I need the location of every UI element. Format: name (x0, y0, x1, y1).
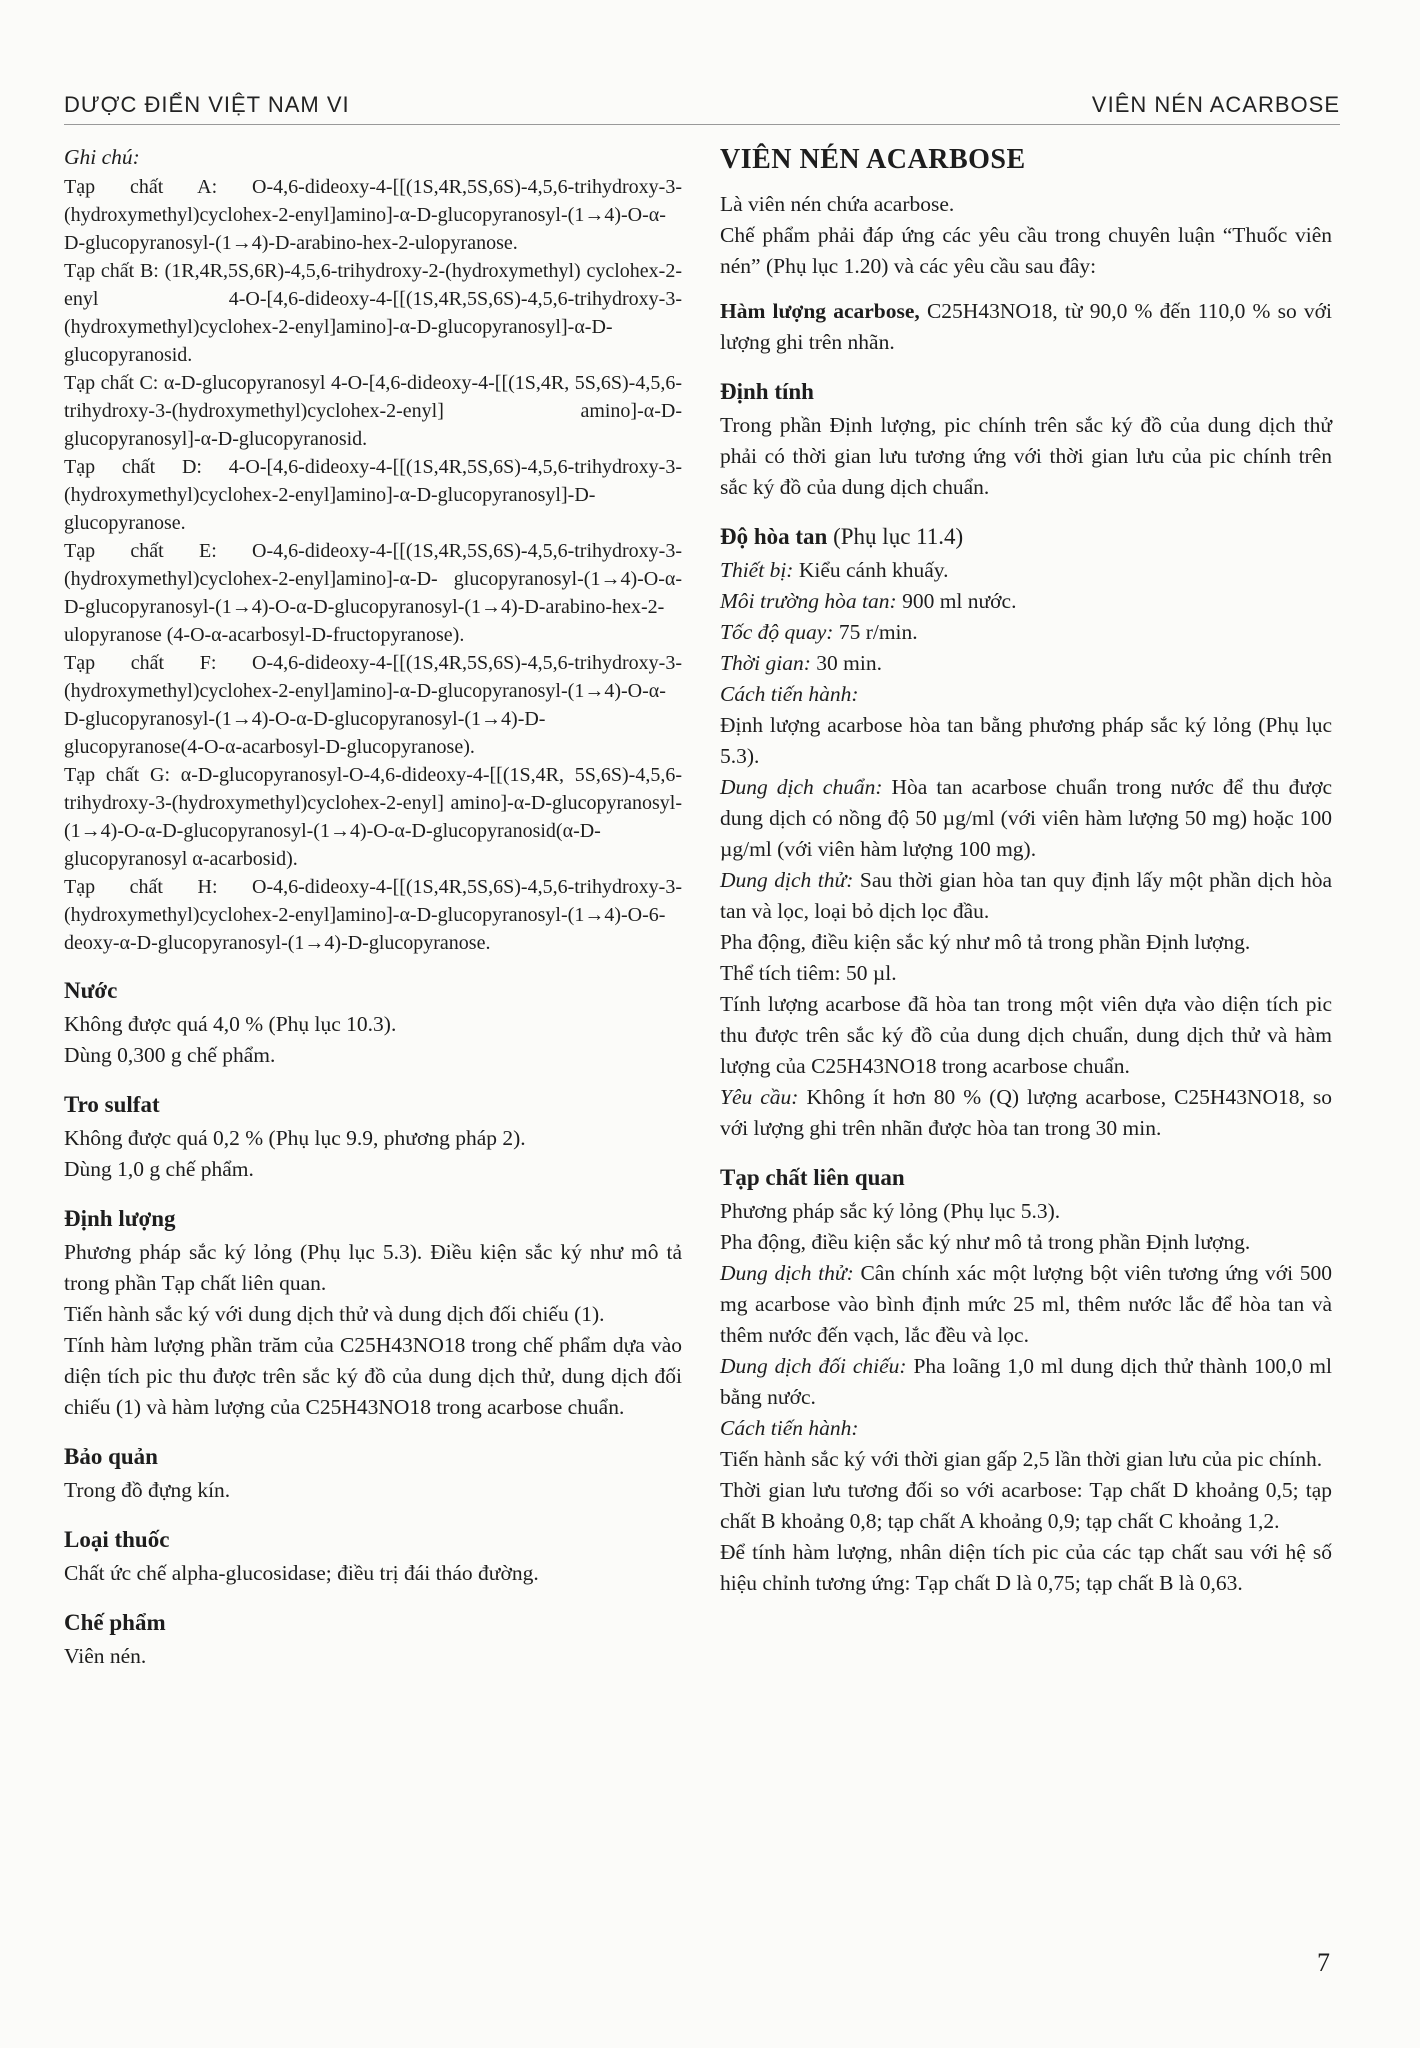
related-test-label: Dung dịch thử: (720, 1261, 854, 1285)
apparatus-label: Thiết bị: (720, 558, 794, 582)
content-requirement (720, 296, 1332, 358)
time-label: Thời gian: (720, 651, 811, 675)
related-mobile-phase: Pha động, điều kiện sắc ký như mô tả trong phần Định lượng. (720, 1230, 1251, 1254)
medium-label: Môi trường hòa tan: (720, 589, 897, 613)
section-heading-assay: Định lượng (64, 1206, 176, 1231)
impurity-c: Tạp chất C: α-D-glucopyranosyl 4-O-[4,6-dideoxy-4-[[(1S,4R, 5S,6S)-4,5,6-trihydroxy-3-(hydroxymethyl)cyclohex-2-enyl] amino]-α-D-glucopyranosyl]-α-D-glucopyranosid. (64, 372, 682, 450)
left-column (64, 142, 682, 1672)
impurity-e: Tạp chất E: O-4,6-dideoxy-4-[[(1S,4R,5S,6S)-4,5,6-trihydroxy-3-(hydroxymethyl)cyclohex-2-enyl]amino]-α-D- glucopyranosyl-(1→4)-O-α-D-glucopyranosyl-(1→4)-O-α-D-glucopyranosyl-(1→4)-D-arabino-hex-2-ulopyranose (4-O-α-acarbosyl-D-fructopyranose). (64, 540, 682, 646)
impurity-b: Tạp chất B: (1R,4R,5S,6R)-4,5,6-trihydroxy-2-(hydroxymethyl) cyclohex-2-enyl 4-O-[4,6-dideoxy-4-[[(1S,4R,5S,6S)-4,5,6-trihydroxy-3-(hydroxymethyl)cyclohex-2-enyl]amino]-α-D-glucopyranosyl]-α-D-glucopyranosid. (64, 260, 682, 366)
speed-label: Tốc độ quay: (720, 620, 834, 644)
related-proc-label: Cách tiến hành: (720, 1416, 859, 1440)
related-ref-label: Dung dịch đối chiếu: (720, 1354, 907, 1378)
section-heading-dissolution (720, 521, 1332, 553)
section-heading-drug-class: Loại thuốc (64, 1527, 170, 1552)
dissolution-heading-text: Độ hòa tan (720, 524, 828, 549)
dissolution-heading-ref: (Phụ lục 11.4) (833, 524, 964, 549)
water-line-1: Không được quá 4,0 % (Phụ lục 10.3). (64, 1012, 397, 1036)
intro-line-1: Là viên nén chứa acarbose. (720, 192, 955, 216)
identification-text: Trong phần Định lượng, pic chính trên sắc ký đồ của dung dịch thử phải có thời gian lưu tương ứng với thời gian lưu của pic chính trên sắc ký đồ của dung dịch chuẩn. (720, 413, 1332, 499)
section-heading-storage: Bảo quản (64, 1444, 158, 1469)
dissolution-medium (720, 586, 1332, 617)
content-text: C25H43NO18, từ 90,0 % đến 110,0 % so với lượng ghi trên nhãn. (720, 299, 1333, 354)
dissolution-procedure: Định lượng acarbose hòa tan bằng phương pháp sắc ký lỏng (Phụ lục 5.3). (720, 713, 1332, 768)
header-monograph-title: VIÊN NÉN ACARBOSE (1091, 92, 1340, 117)
related-reference-solution (720, 1351, 1332, 1413)
ash-line-1: Không được quá 0,2 % (Phụ lục 9.9, phương pháp 2). (64, 1126, 526, 1150)
speed-value: 75 r/min. (838, 620, 918, 644)
impurity-list (64, 173, 682, 957)
section-heading-water: Nước (64, 978, 118, 1003)
requirement-label: Yêu cầu: (720, 1085, 799, 1109)
procedure-label: Cách tiến hành: (720, 682, 859, 706)
storage-line: Trong đồ đựng kín. (64, 1478, 231, 1502)
section-heading-preparations: Chế phẩm (64, 1610, 166, 1635)
apparatus-value: Kiểu cánh khuấy. (798, 558, 949, 582)
dissolution-standard (720, 772, 1332, 865)
requirement-text: Không ít hơn 80 % (Q) lượng acarbose, C25H43NO18, so với lượng ghi trên nhãn được hòa tan trong 30 min. (720, 1085, 1332, 1140)
impurity-f: Tạp chất F: O-4,6-dideoxy-4-[[(1S,4R,5S,6S)-4,5,6-trihydroxy-3-(hydroxymethyl)cyclohex-2-enyl]amino]-α-D-glucopyranosyl-(1→4)-O-α-D-glucopyranosyl-(1→4)-O-α-D-glucopyranosyl-(1→4)-D-glucopyranose(4-O-α-acarbosyl-D-glucopyranose). (64, 652, 682, 758)
note-title: Ghi chú: (64, 145, 140, 169)
related-procedure: Tiến hành sắc ký với thời gian gấp 2,5 lần thời gian lưu của pic chính. (720, 1447, 1323, 1471)
impurity-h: Tạp chất H: O-4,6-dideoxy-4-[[(1S,4R,5S,6S)-4,5,6-trihydroxy-3-(hydroxymethyl)cyclohex-2-enyl]amino]-α-D-glucopyranosyl-(1→4)-O-6-deoxy-α-D-glucopyranosyl-(1→4)-D-glucopyranose. (64, 876, 682, 954)
test-label: Dung dịch thử: (720, 868, 854, 892)
dissolution-apparatus (720, 555, 1332, 586)
related-test-solution (720, 1258, 1332, 1351)
dissolution-test (720, 865, 1332, 927)
test-text: Sau thời gian hòa tan quy định lấy một phần dịch hòa tan và lọc, loại bỏ dịch lọc đầu. (720, 868, 1332, 923)
related-method: Phương pháp sắc ký lỏng (Phụ lục 5.3). (720, 1199, 1061, 1223)
header-rule (64, 124, 1340, 125)
dissolution-procedure-label (720, 679, 1332, 710)
impurity-d: Tạp chất D: 4-O-[4,6-dideoxy-4-[[(1S,4R,5S,6S)-4,5,6-trihydroxy-3-(hydroxymethyl)cyclohex-2-enyl]amino]-α-D-glucopyranosyl]-D-glucopyranose. (64, 456, 682, 534)
dissolution-calculation: Tính lượng acarbose đã hòa tan trong một viên dựa vào diện tích pic thu được trên sắc ký đồ của dung dịch chuẩn, dung dịch thử và hàm lượng của C25H43NO18 trong acarbose chuẩn. (720, 992, 1332, 1078)
dissolution-mobile-phase: Pha động, điều kiện sắc ký như mô tả trong phần Định lượng. (720, 930, 1251, 954)
dissolution-requirement (720, 1082, 1332, 1144)
ash-line-2: Dùng 1,0 g chế phẩm. (64, 1157, 254, 1181)
section-heading-identification: Định tính (720, 379, 814, 404)
impurity-g: Tạp chất G: α-D-glucopyranosyl-O-4,6-dideoxy-4-[[(1S,4R, 5S,6S)-4,5,6-trihydroxy-3-(hydroxymethyl)cyclohex-2-enyl] amino]-α-D-glucopyranosyl-(1→4)-O-α-D-glucopyranosyl-(1→4)-O-α-D-glucopyranosid(α-D-glucopyranosyl α-acarbosid). (64, 764, 682, 870)
time-value: 30 min. (816, 651, 882, 675)
right-column (720, 142, 1332, 1599)
content-label: Hàm lượng acarbose, (720, 299, 920, 323)
drug-class-line: Chất ức chế alpha-glucosidase; điều trị đái tháo đường. (64, 1561, 539, 1585)
section-heading-sulfated-ash: Tro sulfat (64, 1092, 160, 1117)
medium-value: 900 ml nước. (902, 589, 1017, 613)
assay-line-1: Phương pháp sắc ký lỏng (Phụ lục 5.3). Điều kiện sắc ký như mô tả trong phần Tạp chất liên quan. (64, 1240, 682, 1295)
impurity-a: Tạp chất A: O-4,6-dideoxy-4-[[(1S,4R,5S,6S)-4,5,6-trihydroxy-3-(hydroxymethyl)cyclohex-2-enyl]amino]-α-D-glucopyranosyl-(1→4)-O-α-D-glucopyranosyl-(1→4)-D-arabino-hex-2-ulopyranose. (64, 176, 682, 254)
dissolution-time (720, 648, 1332, 679)
section-heading-related-substances: Tạp chất liên quan (720, 1165, 905, 1190)
related-test-text: Cân chính xác một lượng bột viên tương ứng với 500 mg acarbose vào bình định mức 25 ml, thêm nước lắc để hòa tan và thêm nước đến vạch, lắc đều và lọc. (720, 1261, 1332, 1347)
related-relative-retention: Thời gian lưu tương đối so với acarbose: Tạp chất D khoảng 0,5; tạp chất B khoảng 0,8; tạp chất A khoảng 0,9; tạp chất C khoảng 1,2. (720, 1478, 1332, 1533)
standard-label: Dung dịch chuẩn: (720, 775, 883, 799)
monograph-title: VIÊN NÉN ACARBOSE (720, 144, 1026, 175)
assay-line-2: Tiến hành sắc ký với dung dịch thử và dung dịch đối chiếu (1). (64, 1302, 605, 1326)
running-header (64, 92, 1340, 124)
related-ref-text: Pha loãng 1,0 ml dung dịch thử thành 100,0 ml bằng nước. (720, 1354, 1332, 1409)
dissolution-injection-volume: Thể tích tiêm: 50 µl. (720, 961, 897, 985)
water-line-2: Dùng 0,300 g chế phẩm. (64, 1043, 276, 1067)
intro-line-2: Chế phẩm phải đáp ứng các yêu cầu trong chuyên luận “Thuốc viên nén” (Phụ lục 1.20) và các yêu cầu sau đây: (720, 223, 1332, 278)
related-procedure-label (720, 1413, 1332, 1444)
assay-line-3: Tính hàm lượng phần trăm của C25H43NO18 trong chế phẩm dựa vào diện tích pic thu được trên sắc ký đồ của dung dịch thử, dung dịch đối chiếu (1) và hàm lượng của C25H43NO18 trong acarbose chuẩn. (64, 1333, 682, 1419)
dissolution-speed (720, 617, 1332, 648)
standard-text: Hòa tan acarbose chuẩn trong nước để thu được dung dịch có nồng độ 50 µg/ml (với viên hàm lượng 50 mg) hoặc 100 µg/ml (với viên hàm lượng 100 mg). (720, 775, 1332, 861)
page-number: 7 (1317, 1948, 1330, 1977)
preparations-line: Viên nén. (64, 1644, 147, 1668)
related-correction-factor: Để tính hàm lượng, nhân diện tích pic của các tạp chất sau với hệ số hiệu chỉnh tương ứng: Tạp chất D là 0,75; tạp chất B là 0,63. (720, 1540, 1332, 1595)
header-book-title: DƯỢC ĐIỂN VIỆT NAM VI (64, 92, 350, 117)
